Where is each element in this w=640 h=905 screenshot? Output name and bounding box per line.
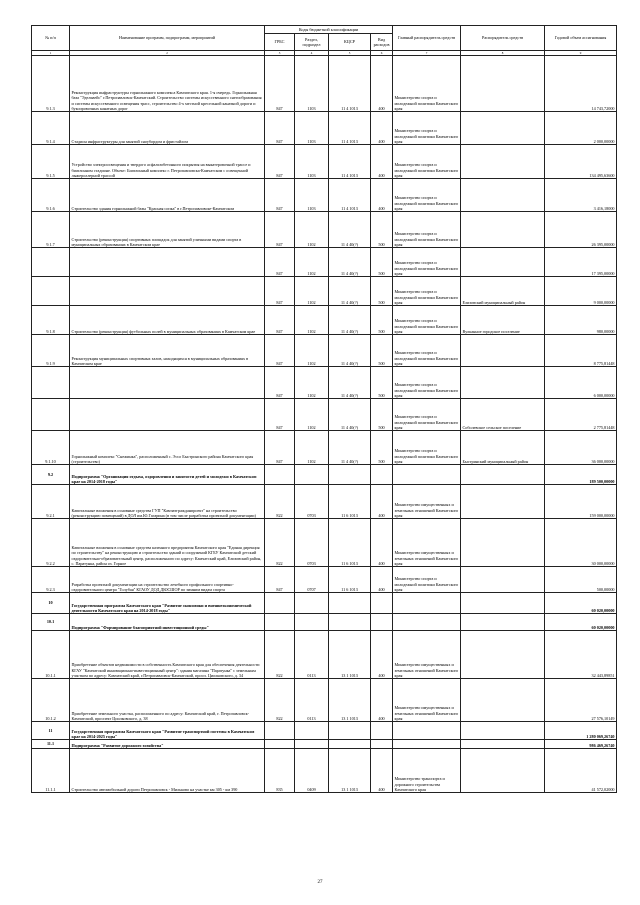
row-volume: 1 280 069,26740: [545, 722, 617, 740]
row-ksr: 11 4 1013: [329, 112, 371, 145]
row-vr: [371, 593, 393, 614]
row-ksr: 13 1 1013: [329, 749, 371, 793]
row-recipient: [461, 179, 545, 212]
row-name: [70, 399, 265, 431]
row-recipient: [461, 749, 545, 793]
row-vr: 400: [371, 631, 393, 679]
row-vr: 500: [371, 399, 393, 431]
row-name: Реконструкция муниципальных спортивных залов, находящихся в муниципальных образованиях в Камчатском крае: [70, 335, 265, 367]
row-num: [32, 399, 70, 431]
row-vr: 400: [371, 567, 393, 593]
row-ksr: 11 4 40(?): [329, 306, 371, 335]
row-section: 0703: [295, 519, 329, 567]
row-section: 0703: [295, 485, 329, 519]
row-volume: 60 020,00000: [545, 593, 617, 614]
row-section: 1102: [295, 212, 329, 248]
row-vr: [371, 740, 393, 749]
row-vr: 400: [371, 519, 393, 567]
row-section: 1103: [295, 179, 329, 212]
row-num: 10.1.1: [32, 631, 70, 679]
row-name: Подпрограмма "Организация отдыха, оздоровления и занятости детей и молодежи в Камчатском крае на 2014-2018 годы": [70, 465, 265, 485]
row-grbs: 822: [265, 519, 295, 567]
row-recipient: [461, 465, 545, 485]
row-grbs: 847: [265, 335, 295, 367]
row-section: 0113: [295, 631, 329, 679]
row-main-manager: Министерство транспорта и дорожного строительства Камчатского края: [393, 749, 461, 793]
row-grbs: 847: [265, 56, 295, 112]
row-num: 10.1: [32, 614, 70, 631]
row-grbs: 847: [265, 145, 295, 179]
row-num: 11.1: [32, 740, 70, 749]
row-section: [295, 614, 329, 631]
row-grbs: [265, 465, 295, 485]
row-ksr: [329, 722, 371, 740]
row-name: Строительство (реконструкция) футбольных полей в муниципальных образованиях в Камчатском крае: [70, 306, 265, 335]
row-grbs: 847: [265, 431, 295, 465]
column-number: 3: [265, 51, 295, 56]
header-num: № п/п: [32, 26, 70, 51]
row-recipient: [461, 485, 545, 519]
row-recipient: [461, 145, 545, 179]
table-row: [32, 367, 617, 399]
table-row: [32, 485, 617, 519]
table-row: [32, 179, 617, 212]
table-row: [32, 112, 617, 145]
row-grbs: [265, 740, 295, 749]
row-volume: 27 576,10149: [545, 679, 617, 722]
table-row: [32, 277, 617, 306]
header-main-manager: Главный распорядитель средств: [393, 26, 461, 51]
row-section: 0113: [295, 679, 329, 722]
row-grbs: 847: [265, 399, 295, 431]
row-section: 1102: [295, 399, 329, 431]
row-grbs: 847: [265, 112, 295, 145]
row-ksr: 11 6 1013: [329, 485, 371, 519]
row-vr: 500: [371, 367, 393, 399]
row-main-manager: Министерство имущественных и земельных отношений Камчатского края: [393, 679, 461, 722]
table-row: [32, 740, 617, 749]
row-ksr: 11 4 40(?): [329, 431, 371, 465]
header-ksr: КЦСР: [329, 34, 371, 51]
row-recipient: Вулканное городское поселение: [461, 306, 545, 335]
row-vr: 400: [371, 749, 393, 793]
row-name: Капитальные вложения в основные средства ГУП "Камчатгражданпроект" на строительство (реконструкцию помещений) в ДОЛ им.Ю.Гагарина (в том числе разработка проектной документации): [70, 485, 265, 519]
row-volume: 2 000,00000: [545, 112, 617, 145]
row-name: [70, 277, 265, 306]
row-section: [295, 465, 329, 485]
row-vr: 400: [371, 56, 393, 112]
row-ksr: 11 4 1013: [329, 56, 371, 112]
row-ksr: 13 1 1013: [329, 631, 371, 679]
row-grbs: 847: [265, 212, 295, 248]
row-recipient: [461, 593, 545, 614]
table-row: [32, 519, 617, 567]
row-num: 9.1.6: [32, 179, 70, 212]
header-recipient: Распорядитель средств: [461, 26, 545, 51]
row-grbs: 835: [265, 749, 295, 793]
row-section: 1102: [295, 335, 329, 367]
row-name: Капитальные вложения в основные средства казенного предприятия Камчатского края "Единая дирекция по строительству" на реконструкцию и строительство зданий и сооружений КГБУ Камчатский детский оздоровительно-образовательный центр, расположенного по адресу: Камчатский край, Елизовский район, с. Паратунка, район оз. Горное: [70, 519, 265, 567]
row-num: 9.1.5: [32, 145, 70, 179]
header-vr: Вид расходов: [371, 34, 393, 51]
row-ksr: 13 1 1013: [329, 679, 371, 722]
header-grbs: ГРБС: [265, 34, 295, 51]
row-section: 1102: [295, 367, 329, 399]
row-num: 9.1.8: [32, 306, 70, 335]
row-name: Реконструкция инфраструктуры горнолыжного комплекса Камчатского края. 1-я очередь. Горнолыжная база "Эдельвейс" г.Петропавловск-Камчатский. Строительство системы искусственного снегообразования и системы искусственного освещения трасс, строительство 4-х местной кресельной канатной дороги и буксировочных канатных дорог: [70, 56, 265, 112]
row-name: Государственная программа Камчатского края "Развитие транспортной системы в Камчатском крае на 2014-2025 годы": [70, 722, 265, 740]
table-row: [32, 212, 617, 248]
row-grbs: 822: [265, 485, 295, 519]
column-number: 7: [393, 51, 461, 56]
row-num: 11.1.1: [32, 749, 70, 793]
table-row: [32, 631, 617, 679]
row-main-manager: [393, 465, 461, 485]
row-main-manager: Министерство имущественных и земельных отношений Камчатского края: [393, 519, 461, 567]
row-volume: 8 775,81448: [545, 335, 617, 367]
row-volume: 32 443,89851: [545, 631, 617, 679]
row-volume: 500,00000: [545, 567, 617, 593]
row-section: 0409: [295, 749, 329, 793]
row-grbs: 822: [265, 631, 295, 679]
row-ksr: [329, 593, 371, 614]
row-name: [70, 248, 265, 277]
row-grbs: 847: [265, 179, 295, 212]
row-num: [32, 367, 70, 399]
row-main-manager: Министерство спорта и молодежной политики Камчатского края: [393, 212, 461, 248]
budget-table: [31, 25, 617, 793]
row-name: Подпрограмма "Формирование благоприятной инвестиционной среды": [70, 614, 265, 631]
row-vr: [371, 614, 393, 631]
row-ksr: 11 4 1013: [329, 179, 371, 212]
page-number: 27: [317, 880, 323, 885]
table-row: [32, 465, 617, 485]
row-num: [32, 248, 70, 277]
row-section: 1103: [295, 56, 329, 112]
row-name: Подпрограмма "Развитие дорожного хозяйства": [70, 740, 265, 749]
row-main-manager: Министерство спорта и молодежной политики Камчатского края: [393, 112, 461, 145]
column-number: 6: [371, 51, 393, 56]
row-ksr: 11 6 1013: [329, 567, 371, 593]
row-num: 11: [32, 722, 70, 740]
table-row: [32, 679, 617, 722]
row-grbs: 847: [265, 306, 295, 335]
row-grbs: 847: [265, 567, 295, 593]
row-main-manager: Министерство спорта и молодежной политики Камчатского края: [393, 399, 461, 431]
row-main-manager: [393, 614, 461, 631]
row-recipient: [461, 679, 545, 722]
row-ksr: 11 4 40(?): [329, 212, 371, 248]
row-recipient: [461, 367, 545, 399]
row-section: [295, 722, 329, 740]
row-recipient: [461, 631, 545, 679]
row-ksr: 11 4 40(?): [329, 277, 371, 306]
row-section: 1102: [295, 277, 329, 306]
row-recipient: [461, 248, 545, 277]
row-ksr: [329, 614, 371, 631]
row-recipient: [461, 212, 545, 248]
column-number: 9: [545, 51, 617, 56]
row-main-manager: [393, 722, 461, 740]
column-number: 4: [295, 51, 329, 56]
table-row: [32, 567, 617, 593]
row-ksr: 11 4 40(?): [329, 248, 371, 277]
row-section: 1103: [295, 145, 329, 179]
row-vr: 400: [371, 485, 393, 519]
header-codes-group: Коды бюджетной классификации: [265, 26, 393, 34]
column-number: 2: [70, 51, 265, 56]
row-name: Приобретение земельного участка, расположенного по адресу: Камчатский край, г. Петропавловск-Камчатский, проспект Циолковского, д. 38: [70, 679, 265, 722]
row-ksr: 11 4 40(?): [329, 335, 371, 367]
row-grbs: 847: [265, 277, 295, 306]
row-num: 9.1.3: [32, 56, 70, 112]
row-main-manager: [393, 593, 461, 614]
row-main-manager: Министерство спорта и молодежной политики Камчатского края: [393, 306, 461, 335]
row-volume: 980,00000: [545, 306, 617, 335]
row-volume: 9 000,00000: [545, 277, 617, 306]
row-volume: 6 000,00000: [545, 367, 617, 399]
row-vr: [371, 465, 393, 485]
row-name: Строительство здания горнолыжной базы "Красная сопка" в г.Петропавловске-Камчатском: [70, 179, 265, 212]
row-vr: 400: [371, 112, 393, 145]
row-num: 9.1.9: [32, 335, 70, 367]
row-grbs: [265, 593, 295, 614]
row-name: Устройство электроосвещения и твердого асфальтобетонного покрытия на выкатеровочной трассе и биатлонном стадионе. Объект: Биатлонный комплекс г. Петропавловска-Камчатском с освещенной лыжероллерной трассой: [70, 145, 265, 179]
column-number: 1: [32, 51, 70, 56]
row-num: [32, 277, 70, 306]
row-num: 9.2.1: [32, 485, 70, 519]
row-main-manager: Министерство спорта и молодежной политики Камчатского края: [393, 248, 461, 277]
row-ksr: 11 4 40(?): [329, 399, 371, 431]
row-recipient: [461, 567, 545, 593]
row-volume: 17 395,00000: [545, 248, 617, 277]
table-row: [32, 306, 617, 335]
row-recipient: [461, 56, 545, 112]
table-row: [32, 614, 617, 631]
row-name: Приобретение объектов недвижимости в собственность Камчатского края для обеспечения деятельности КГАУ "Камчатский инновационно-инвестиционный центр": здания магазина "Паратунка" с земельным участком по адресу: Камчатский край, г.Петропавловск-Камчатский, просп. Циолковского, д. 34: [70, 631, 265, 679]
row-name: [70, 367, 265, 399]
row-section: [295, 593, 329, 614]
row-recipient: Быстринский муниципальный район: [461, 431, 545, 465]
row-volume: 60 020,00000: [545, 614, 617, 631]
row-vr: 500: [371, 212, 393, 248]
row-volume: 36 000,00000: [545, 431, 617, 465]
row-recipient: [461, 740, 545, 749]
row-main-manager: [393, 740, 461, 749]
row-name: Стадион инфраструктуры для занятий сноубордом и фристайлом: [70, 112, 265, 145]
header-section: Раздел, подраздел: [295, 34, 329, 51]
row-num: 9.2.2: [32, 519, 70, 567]
row-main-manager: Министерство спорта и молодежной политики Камчатского края: [393, 335, 461, 367]
row-recipient: [461, 519, 545, 567]
row-main-manager: Министерство имущественных и земельных отношений Камчатского края: [393, 631, 461, 679]
row-recipient: Соболевское сельское поселение: [461, 399, 545, 431]
row-vr: 500: [371, 335, 393, 367]
row-main-manager: Министерство имущественных и земельных отношений Камчатского края: [393, 485, 461, 519]
row-recipient: Елизовский муниципальный район: [461, 277, 545, 306]
table-row: [32, 248, 617, 277]
row-grbs: 847: [265, 367, 295, 399]
row-main-manager: Министерство спорта и молодежной политики Камчатского края: [393, 145, 461, 179]
row-recipient: [461, 335, 545, 367]
row-volume: 30 000,00000: [545, 519, 617, 567]
row-volume: 26 395,00000: [545, 212, 617, 248]
table-row: [32, 749, 617, 793]
row-name: Строительство (реконструкция) спортивных площадок для занятий уличными видами спорта в муниципальных образованиях в Камчатском крае: [70, 212, 265, 248]
table-row: [32, 145, 617, 179]
row-volume: 3 416,18000: [545, 179, 617, 212]
row-recipient: [461, 722, 545, 740]
row-ksr: 11 4 1013: [329, 145, 371, 179]
row-grbs: 822: [265, 679, 295, 722]
row-vr: 500: [371, 431, 393, 465]
row-name: Разработка проектной документации на строительство лечебного профильного спортивно-оздоровительного центра "Голубая" КГАОУ ДОД ДЮСШОР по зимним видам спорта: [70, 567, 265, 593]
table-row: [32, 56, 617, 112]
row-section: [295, 740, 329, 749]
row-num: 10: [32, 593, 70, 614]
row-num: 9.1.7: [32, 212, 70, 248]
row-main-manager: Министерство спорта и молодежной политики Камчатского края: [393, 567, 461, 593]
row-vr: [371, 722, 393, 740]
row-volume: 159 000,00000: [545, 485, 617, 519]
row-grbs: [265, 614, 295, 631]
row-ksr: [329, 740, 371, 749]
row-ksr: 11 6 1013: [329, 519, 371, 567]
row-num: 10.1.2: [32, 679, 70, 722]
row-num: 9.2.3: [32, 567, 70, 593]
row-volume: 41 572,02000: [545, 749, 617, 793]
row-main-manager: Министерство спорта и молодежной политики Камчатского края: [393, 179, 461, 212]
header-volume: Годовой объем ассигнования: [545, 26, 617, 51]
row-grbs: 847: [265, 248, 295, 277]
row-grbs: [265, 722, 295, 740]
row-vr: 400: [371, 679, 393, 722]
row-num: 9.2: [32, 465, 70, 485]
row-volume: 14 743,72000: [545, 56, 617, 112]
row-volume: 189 500,00000: [545, 465, 617, 485]
row-main-manager: Министерство спорта и молодежной политики Камчатского края: [393, 277, 461, 306]
row-section: 0707: [295, 567, 329, 593]
column-number: 8: [461, 51, 545, 56]
row-main-manager: Министерство спорта и молодежной политики Камчатского края: [393, 367, 461, 399]
row-vr: 400: [371, 145, 393, 179]
row-name: Государственная программа Камчатского края "Развитие экономики и внешнеэкономической деятельности Камчатского края на 2014-2018 годы": [70, 593, 265, 614]
row-section: 1102: [295, 431, 329, 465]
table-row: [32, 593, 617, 614]
row-recipient: [461, 614, 545, 631]
row-ksr: 11 4 40(?): [329, 367, 371, 399]
table-row: [32, 722, 617, 740]
row-vr: 400: [371, 179, 393, 212]
row-name: Строительство автомобильной дороги Петропавловск - Мильково на участке км 305 - км 390: [70, 749, 265, 793]
row-section: 1102: [295, 306, 329, 335]
row-num: 9.1.10: [32, 431, 70, 465]
row-vr: 500: [371, 277, 393, 306]
row-volume: 134 495,63600: [545, 145, 617, 179]
row-main-manager: Министерство спорта и молодежной политики Камчатского края: [393, 431, 461, 465]
table-row: [32, 335, 617, 367]
row-recipient: [461, 112, 545, 145]
column-number: 5: [329, 51, 371, 56]
row-num: 9.1.4: [32, 112, 70, 145]
header-name: Наименование программ, подпрограмм, мероприятий: [70, 26, 265, 51]
row-name: Горнолыжный комплекс "Снежинка", расположенный с. Эссо Быстринского района Камчатского края (строительство): [70, 431, 265, 465]
row-ksr: [329, 465, 371, 485]
row-volume: 986 469,26740: [545, 740, 617, 749]
row-volume: 2 775,81448: [545, 399, 617, 431]
row-vr: 500: [371, 306, 393, 335]
row-vr: 500: [371, 248, 393, 277]
table-row: [32, 399, 617, 431]
row-section: 1103: [295, 112, 329, 145]
row-section: 1102: [295, 248, 329, 277]
table-row: [32, 431, 617, 465]
row-main-manager: Министерство спорта и молодежной политики Камчатского края: [393, 56, 461, 112]
